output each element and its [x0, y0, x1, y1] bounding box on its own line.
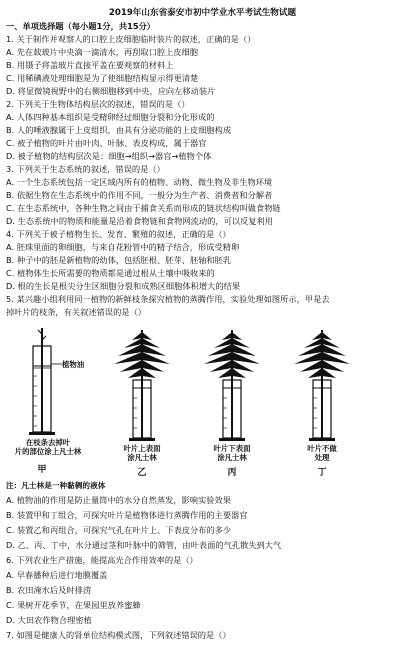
figure-panel-yi [102, 326, 182, 476]
panel-ding-caption-1: 叶片不做 [307, 444, 337, 453]
option-4c: C. 植物体生长所需要的物质都是通过根从土壤中吸收来的 [6, 268, 215, 278]
question-7: 7. 如图是健康人的肾单位结构模式图，下列叙述错误的是（） [6, 630, 231, 640]
transpiration-figure [0, 326, 405, 478]
option-3a: A. 一个生态系统包括一定区域内所有的植物、动物、微生物及非生物环境 [6, 177, 273, 187]
question-5: 5. 某兴趣小组利用同一植物的新鲜枝条探究植物的蒸腾作用，实验处理如图所示，甲是去 [6, 294, 330, 304]
option-5d: D. 乙、丙、丁中，水分通过茎和叶脉中的筛管，由叶表面的气孔散失到大气 [6, 540, 282, 550]
panel-jia-caption-1: 在枝条去掉叶 [25, 438, 71, 447]
option-3d: D. 生态系统中的物质和能量是沿着食物链和食物网流动的，可以反复利用 [6, 216, 274, 226]
panel-yi-label: 乙 [137, 468, 147, 478]
exam-title: 2019年山东省泰安市初中学业水平考试生物试题 [108, 8, 297, 18]
option-5b: B. 装置甲和丁组合，可探究叶片是植物体进行蒸腾作用的主要器官 [6, 510, 248, 520]
panel-bing-label: 丙 [227, 468, 237, 478]
option-4b: B. 种子中的胚是新植物的幼体，包括胚根、胚芽、胚轴和胚乳 [6, 255, 232, 265]
panel-yi-caption-2: 涂凡士林 [127, 453, 157, 462]
panel-jia-caption-2: 片的部位涂上凡士林 [14, 447, 82, 456]
panel-ding-label: 丁 [317, 468, 327, 478]
option-5c: C. 装置乙和丙组合，可探究气孔在叶片上、下表皮分布的多少 [6, 525, 232, 535]
option-2d: D. 被子植物的结构层次是：细胞→组织→器官→植物个体 [6, 151, 212, 161]
oil-label: 植物油 [62, 360, 85, 369]
question-1: 1. 关于制作并观察人的口腔上皮细胞临时装片的叙述，正确的是（） [6, 34, 256, 44]
panel-jia-label: 甲 [37, 465, 47, 475]
option-1d: D. 将显微镜视野中的右侧细胞移到中央，应向左移动装片 [6, 86, 216, 96]
option-3c: C. 在生态系统中，各种生物之间由于捕食关系而形成的链状结构叫做食物链 [6, 203, 281, 213]
option-6b: B. 农田淹水后及时排涝 [6, 585, 92, 595]
figure-panel-ding [282, 326, 362, 476]
figure-note: 注：凡士林是一种黏稠的液体 [6, 481, 106, 490]
option-2c: C. 被子植物的叶片由叶肉、叶脉、表皮构成，属于器官 [6, 138, 207, 148]
option-2a: A. 人体四种基本组织是受精卵经过细胞分裂和分化形成的 [6, 112, 215, 122]
section-heading: 一、单项选择题（每小题1分，共15分） [6, 21, 156, 31]
option-6c: C. 果树开花季节，在果园里放养蜜蜂 [6, 600, 141, 610]
panel-bing-caption-1: 叶片下表面 [213, 444, 251, 453]
option-4a: A. 胚珠里面的卵细胞，与来自花粉管中的精子结合，形成受精卵 [6, 242, 240, 252]
question-3: 3. 下列关于生态系统的叙述，错误的是（） [6, 164, 165, 174]
question-2: 2. 下列关于生物体结构层次的叙述，错误的是（） [6, 99, 190, 109]
option-1c: C. 用稀碘液处理细胞是为了使细胞结构显示得更清楚 [6, 73, 199, 83]
panel-ding-caption-2: 处理 [314, 453, 330, 462]
question-4: 4. 下列关于被子植物生长、发育、繁殖的叙述，正确的是（） [6, 229, 231, 239]
option-6a: A. 早春播种后进行地膜覆盖 [6, 570, 108, 580]
option-1a: A. 先在载玻片中央滴一滴清水，再刮取口腔上皮细胞 [6, 47, 199, 57]
question-5-cont: 掉叶片的枝条，有关叙述错误的是（） [6, 307, 147, 317]
question-6: 6. 下列农业生产措施，能提高光合作用效率的是（） [6, 555, 198, 565]
panel-yi-caption-1: 叶片上表面 [123, 444, 161, 453]
option-5a: A. 植物油的作用是防止量筒中的水分自然蒸发，影响实验效果 [6, 495, 231, 505]
panel-bing-caption-2: 涂凡士林 [217, 453, 247, 462]
option-2b: B. 人的唾液腺属于上皮组织，由具有分泌功能的上皮细胞构成 [6, 125, 232, 135]
option-4d: D. 根的生长是根尖分生区细胞分裂和成熟区细胞体积增大的结果 [6, 281, 241, 291]
option-6d: D. 大田农作物合理密植 [6, 615, 92, 625]
figure-panel-bing [192, 326, 272, 476]
option-3b: B. 依据生物在生态系统中的作用不同，一般分为生产者、消费者和分解者 [6, 190, 273, 200]
option-1b: B. 用镊子将盖玻片直接平盖在要观察的材料上 [6, 60, 174, 70]
figure-panel-jia [14, 326, 108, 476]
